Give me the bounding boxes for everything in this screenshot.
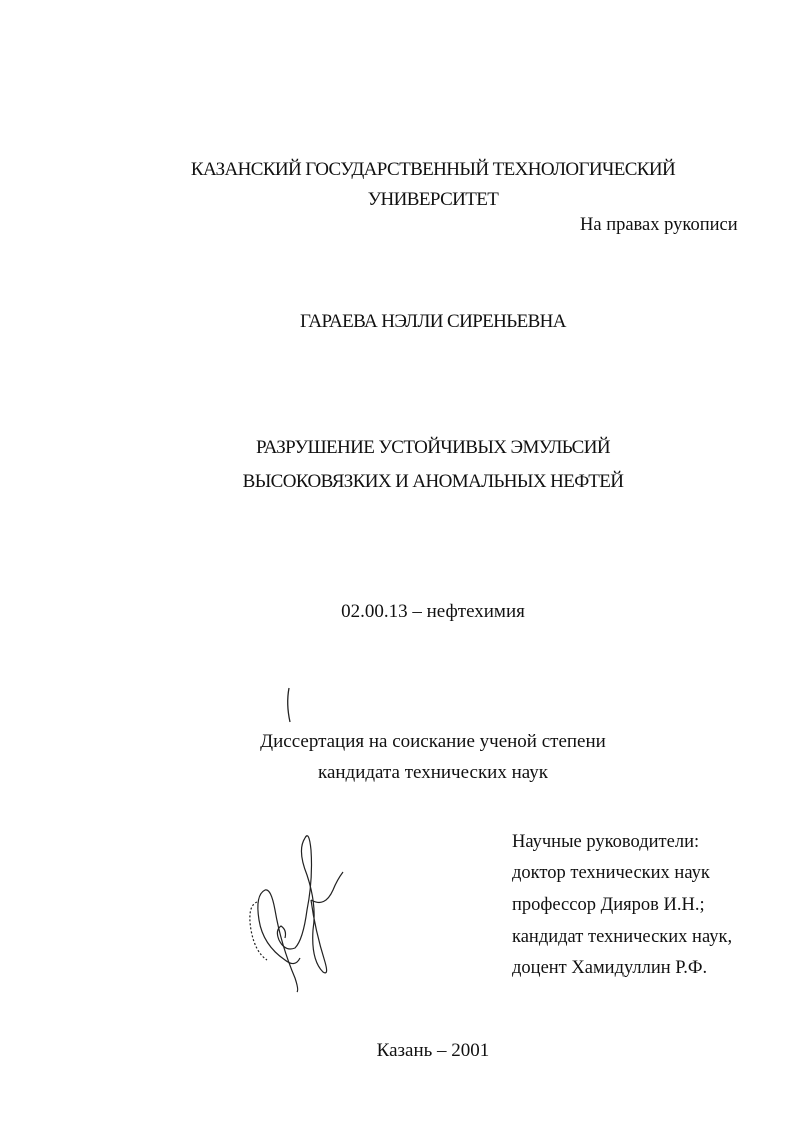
supervisor-line: профессор Дияров И.Н.;	[512, 895, 705, 915]
degree-line-2: кандидата технических наук	[318, 762, 548, 783]
degree-line-1: Диссертация на соискание ученой степени	[260, 731, 606, 752]
place-and-year: Казань – 2001	[376, 1040, 490, 1061]
supervisor-line: доктор технических наук	[512, 863, 710, 883]
institution-line-2: УНИВЕРСИТЕТ	[367, 189, 499, 210]
supervisor-line: кандидат технических наук,	[512, 927, 733, 947]
institution-line-1: КАЗАНСКИЙ ГОСУДАРСТВЕННЫЙ ТЕХНОЛОГИЧЕСКИЙ	[190, 159, 676, 180]
supervisor-line: доцент Хамидуллин Р.Ф.	[512, 958, 708, 978]
specialty-code: 02.00.13 – нефтехимия	[341, 601, 525, 622]
manuscript-note: На правах рукописи	[580, 215, 738, 235]
thesis-title-line-1: РАЗРУШЕНИЕ УСТОЙЧИВЫХ ЭМУЛЬСИЙ	[256, 437, 610, 458]
supervisors-heading: Научные руководители:	[512, 832, 700, 852]
stray-mark	[282, 686, 294, 726]
handwritten-signature	[245, 830, 360, 995]
author-name: ГАРАЕВА НЭЛЛИ СИРЕНЬЕВНА	[300, 311, 566, 332]
thesis-title-line-2: ВЫСОКОВЯЗКИХ И АНОМАЛЬНЫХ НЕФТЕЙ	[242, 471, 624, 492]
